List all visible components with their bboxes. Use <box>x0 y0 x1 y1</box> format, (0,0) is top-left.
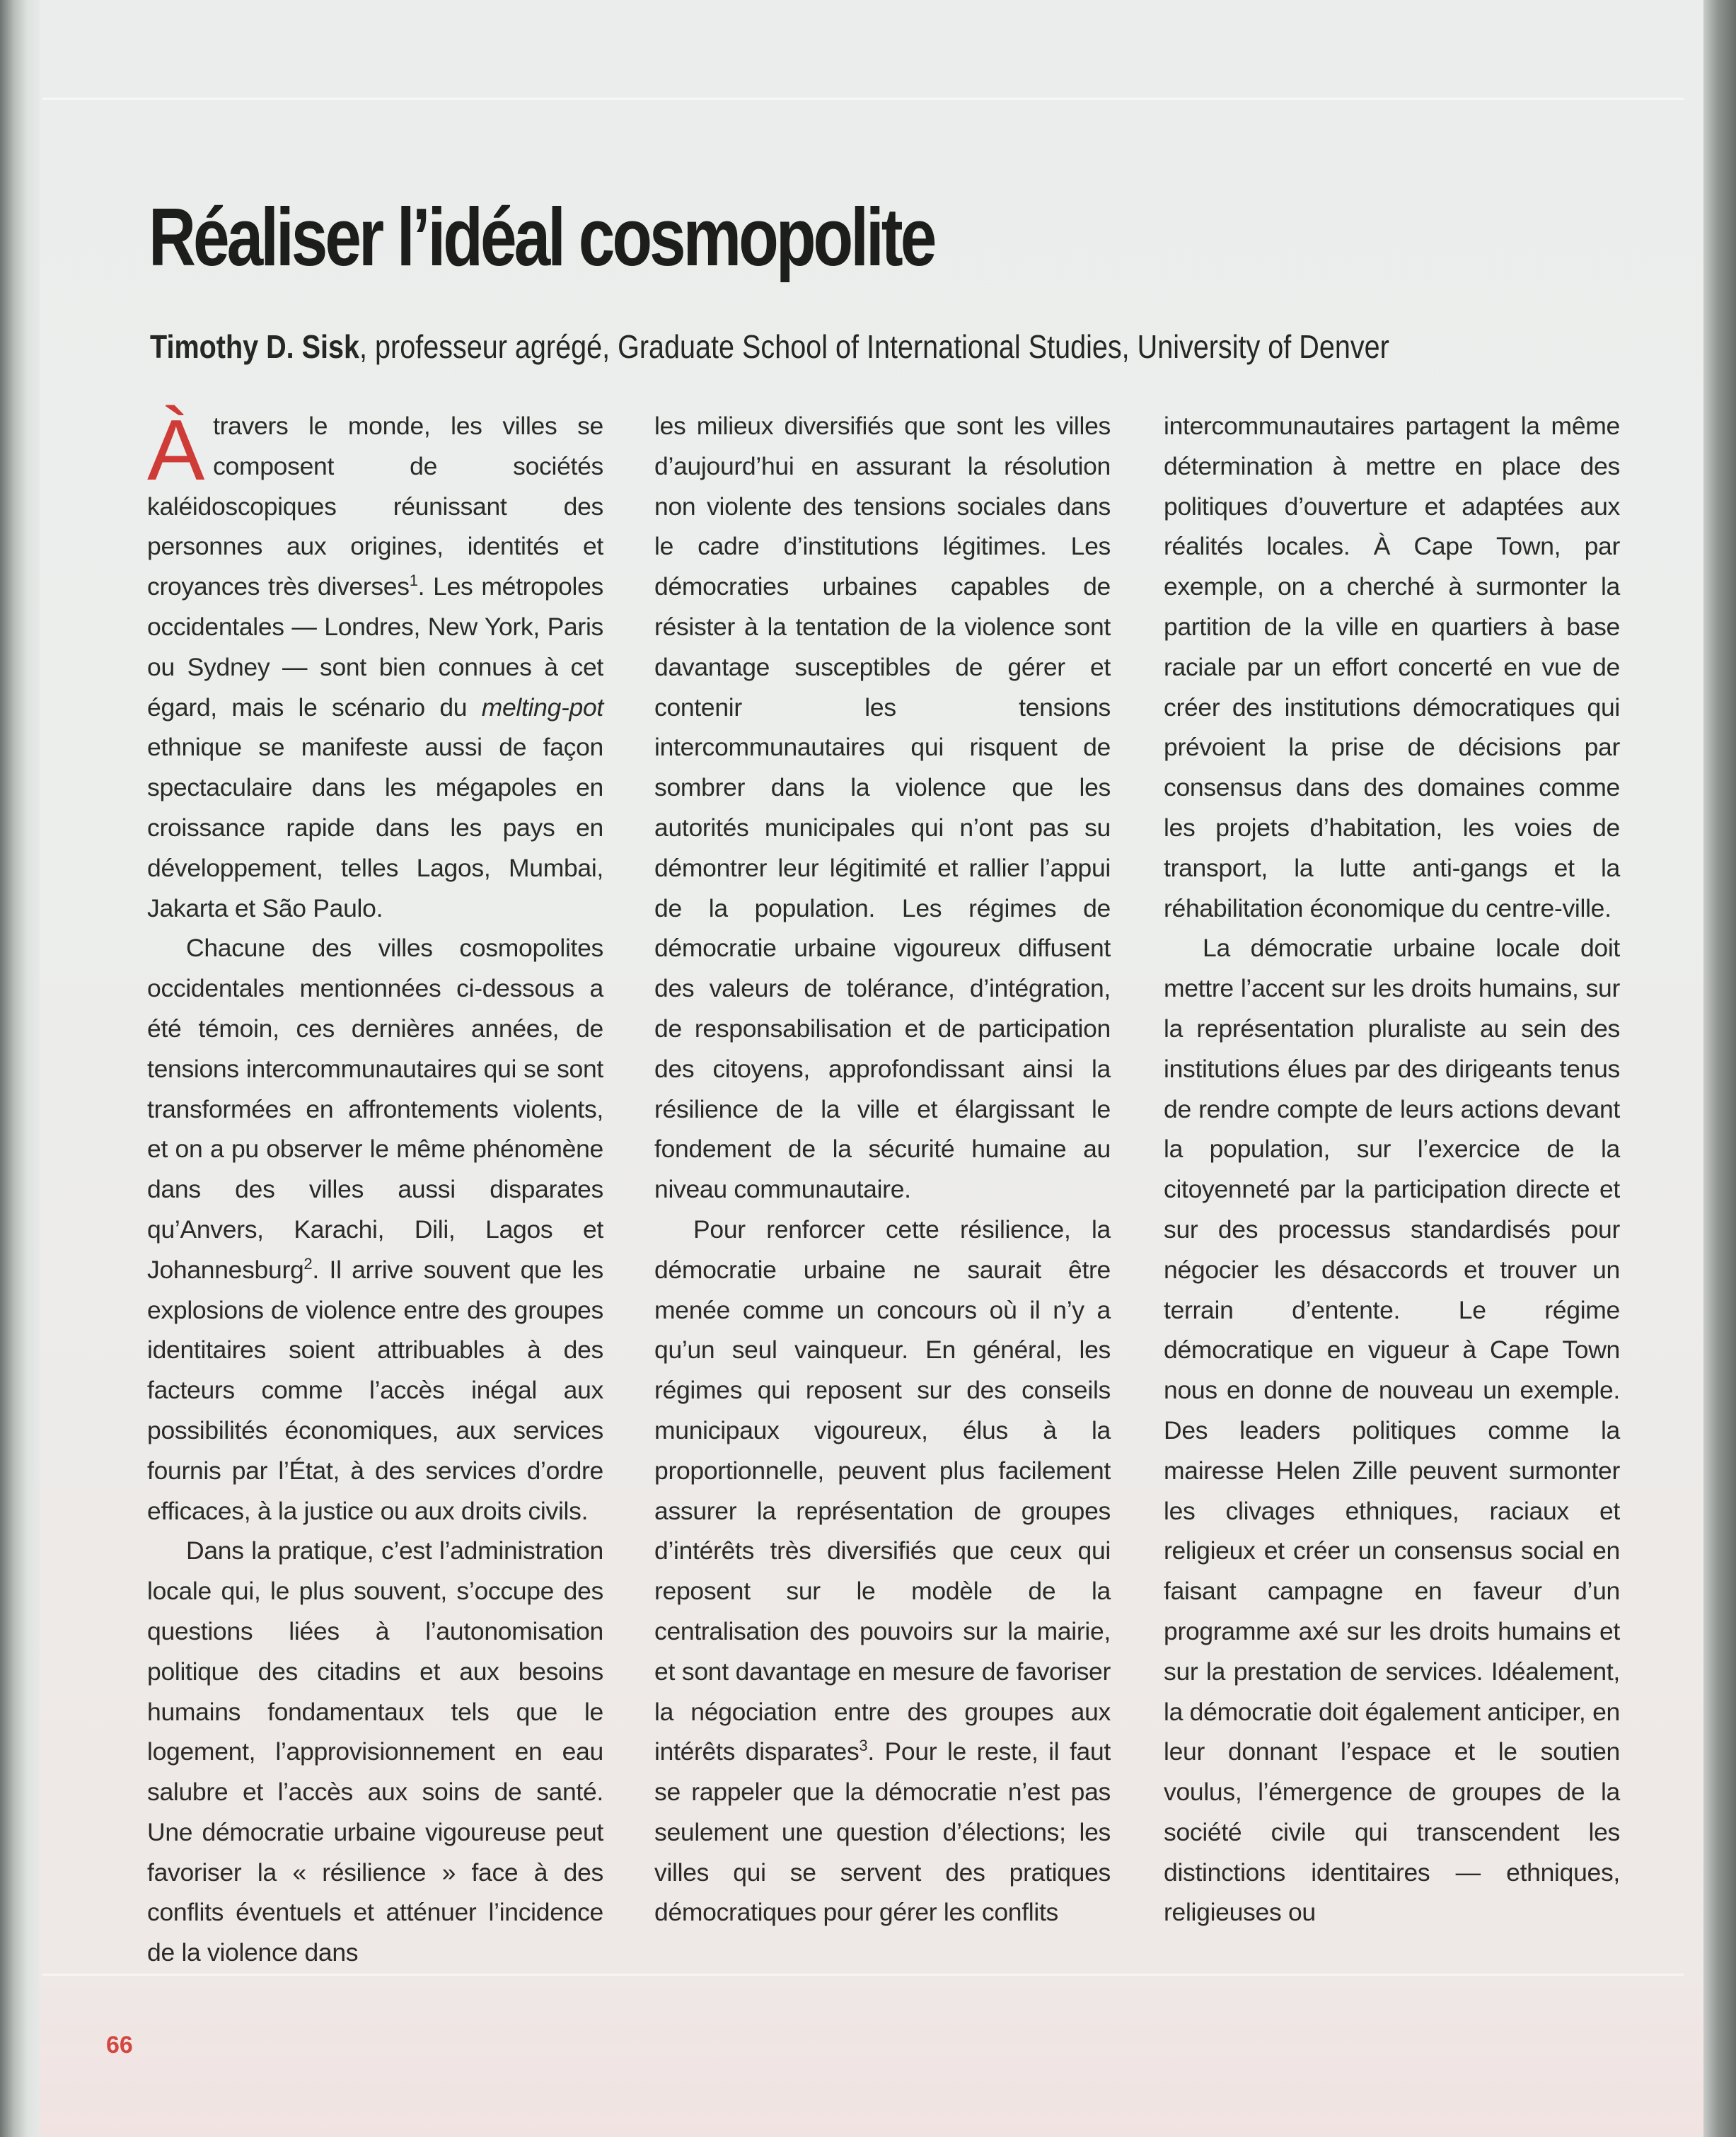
footnote-ref: 1 <box>409 572 418 590</box>
body-paragraph <box>1164 406 1620 928</box>
footnote-ref: 3 <box>859 1737 868 1755</box>
text-run: intercommunautaires partagent la même détermination à mettre en place des politiques d’ouverture et adaptées aux réalités locales. À Cape Town, par exemple, on a cherché à surmonter la partition de la ville en quartiers à base raciale par un effort concerté en vue de créer des institutions démocratiques qui prévoient la prise de décisions par consensus dans des domaines comme les projets d’habitation, les voies de transport, la lutte anti-gangs et la réhabilitation économique du centre-ville. <box>1164 412 1620 922</box>
drop-cap: À <box>147 402 205 498</box>
text-run: Pour renforcer cette résilience, la démocratie urbaine ne saurait être menée comme un concours où il n’y a qu’un seul vainqueur. En général, les régimes qui reposent sur des conseils municipaux vigoureux, élus à la proportionnelle, peuvent plus facilement assurer la représentation de groupes d’intérêts très diversifiés que ceux qui reposent sur le modèle de la centralisation des pouvoirs sur la mairie, et sont davantage en mesure de favoriser la négociation entre des groupes aux intérêts disparates <box>654 1215 1111 1766</box>
top-divider <box>42 98 1684 100</box>
body-paragraph <box>147 928 603 1531</box>
body-paragraph <box>654 1210 1111 1933</box>
article-title: Réaliser l’idéal cosmopolite <box>149 191 934 283</box>
text-column-1 <box>147 402 603 1973</box>
text-run: . Pour le reste, il faut se rappeler que la démocratie n’est pas seulement une question d’élections; les villes qui se servent des pratiques démocratiques pour gérer les conflits <box>654 1737 1111 1927</box>
author-name: Timothy D. Sisk <box>150 328 360 365</box>
page-binding-shadow <box>0 0 40 2137</box>
text-run: . Les métropoles occidentales — Londres, New York, Paris ou Sydney — sont bien connues à cet égard, mais le scénario du <box>147 572 603 722</box>
text-column-2 <box>654 406 1111 1933</box>
text-run: La démocratie urbaine locale doit mettre l’accent sur les droits humains, sur la représentation pluraliste au sein des institutions élues par des dirigeants tenus de rendre compte de leurs actions devant la population, sur l’exercice de la citoyenneté par la participation directe et sur des processus standardisés pour négocier les désaccords et trouver un terrain d’entente. Le régime démocratique en vigueur à Cape Town nous en donne de nouveau un exemple. Des leaders politiques comme la mairesse Helen Zille peuvent surmonter les clivages ethniques, raciaux et religieux et créer un consensus social en faisant campagne en faveur d’un programme axé sur les droits humains et sur la prestation de services. Idéalement, la démocratie doit également anticiper, en leur donnant l’espace et le soutien voulus, l’émergence de groupes de la société civile qui transcendent les distinctions identitaires — ethniques, religieuses ou <box>1164 934 1620 1927</box>
body-paragraph <box>147 1531 603 1973</box>
byline <box>150 327 1389 366</box>
text-run: melting-pot <box>481 693 603 722</box>
text-run: . Il arrive souvent que les explosions de violence entre des groupes identitaires soient attribuables à des facteurs comme l’accès inégal aux possibilités économiques, aux services fournis par l’État, à des services d’ordre efficaces, à la justice ou aux droits civils. <box>147 1255 603 1525</box>
body-paragraph <box>147 402 603 928</box>
author-affiliation: , professeur agrégé, Graduate School of International Studies, University of Denver <box>359 328 1389 365</box>
body-paragraph <box>654 406 1111 1210</box>
text-run: les milieux diversifiés que sont les villes d’aujourd’hui en assurant la résolution non violente des tensions sociales dans le cadre d’institutions légitimes. Les démocraties urbaines capables de résister à la tentation de la violence sont davantage susceptibles de gérer et contenir les tensions intercommunautaires qui risquent de sombrer dans la violence que les autorités municipales qui n’ont pas su démontrer leur légitimité et rallier l’appui de la population. Les régimes de démocratie urbaine vigoureux diffusent des valeurs de tolérance, d’intégration, de responsabilisation et de participation des citoyens, approfondissant ainsi la résilience de la ville et élargissant le fondement de la sécurité humaine au niveau communautaire. <box>654 412 1111 1204</box>
footnote-ref: 2 <box>303 1254 313 1273</box>
text-run: ethnique se manifeste aussi de façon spectaculaire dans les mégapoles en croissance rapide dans les pays en développement, telles Lagos, Mumbai, Jakarta et São Paulo. <box>147 733 603 922</box>
bottom-divider <box>42 1974 1684 1976</box>
page-edge-shadow <box>1703 0 1736 2137</box>
text-column-3 <box>1164 406 1620 1933</box>
text-run: travers le monde, les villes se composent de sociétés kaléidoscopiques réunissant des personnes aux origines, identités et croyances très diverses <box>147 412 603 601</box>
body-paragraph <box>1164 928 1620 1933</box>
text-run: Dans la pratique, c’est l’administration locale qui, le plus souvent, s’occupe des questions liées à l’autonomisation politique des citadins et aux besoins humains fondamentaux tels que le logement, l’approvisionnement en eau salubre et l’accès aux soins de santé. Une démocratie urbaine vigoureuse peut favoriser la « résilience » face à des conflits éventuels et atténuer l’incidence de la violence dans <box>147 1536 603 1967</box>
text-run: Chacune des villes cosmopolites occidentales mentionnées ci-dessous a été témoin, ces dernières années, de tensions intercommunautaires qui se sont transformées en affrontements violents, et on a pu observer le même phénomène dans des villes aussi disparates qu’Anvers, Karachi, Dili, Lagos et Johannesburg <box>147 934 603 1284</box>
page-number: 66 <box>106 2032 133 2058</box>
